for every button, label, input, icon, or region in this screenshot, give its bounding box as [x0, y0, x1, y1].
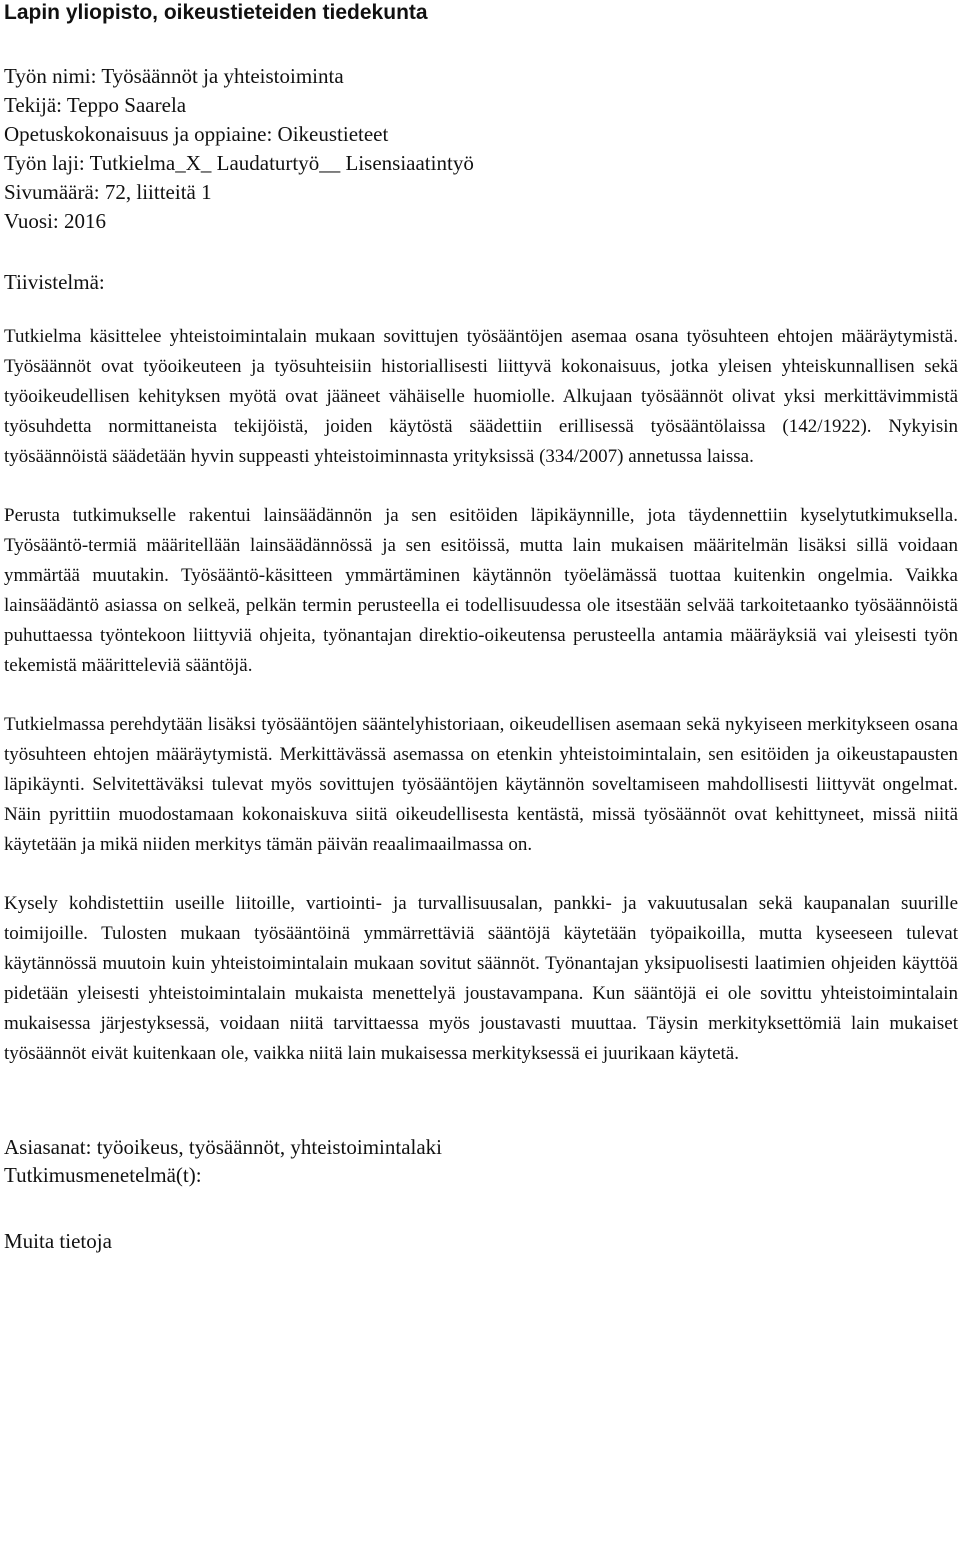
thesis-type-line: Työn laji: Tutkielma_X_ Laudaturtyö__ Lisensiaatintyö	[4, 151, 474, 175]
keywords-line: Asiasanat: työoikeus, työsäännöt, yhteistoimintalaki	[4, 1135, 443, 1159]
abstract-paragraph: Tutkielma käsittelee yhteistoimintalain mukaan sovittujen työsääntöjen asemaa osana työsuhteen ehtojen määräytymistä. Työsäännöt ovat työoikeuteen ja työsuhteisiin historiallisesti liittyvä kokonaisuus, jotka yleisen yhteiskunnallisen sekä työoikeudellisen kehityksen myötä ovat jääneet vähäiselle huomiolle. Alkujaan työsäännöt olivat yksi merkittävimmistä työsuhdetta normittaneista tekijöistä, joiden käytöstä säädettiin erillisessä työsääntölaissa (142/1922). Nykyisin työsäännöistä säädetään hyvin suppeasti yhteistoiminnasta yrityksissä (334/2007) annetussa laissa.	[4, 326, 958, 467]
abstract-paragraph: Tutkielmassa perehdytään lisäksi työsääntöjen sääntelyhistoriaan, oikeudellisen asemaan sekä nykyiseen merkitykseen osana työsuhteen ehtojen määräytymistä. Merkittävässä asemassa on etenkin yhteistoimintalain, sen esitöiden ja oikeustapausten läpikäynti. Selvitettäväksi tulevat myös sovittujen työsääntöjen käytännön soveltamiseen mahdollisesti liittyvät ongelmat. Näin pyrittiin muodostamaan kokonaiskuva siitä oikeudellisesta kentästä, missä työsäännöt ovat kehittyneet, missä niitä käytetään ja mikä niiden merkitys tämän päivän reaalimaailmassa on.	[4, 714, 958, 855]
institution-heading: Lapin yliopisto, oikeustieteiden tiedekunta	[4, 1, 428, 24]
document-page	[4, 0, 958, 1255]
methods-line: Tutkimusmenetelmä(t):	[4, 1163, 202, 1187]
page-count-line: Sivumäärä: 72, liitteitä 1	[4, 180, 212, 204]
abstract-label: Tiivistelmä:	[4, 270, 105, 294]
subject-line: Opetuskokonaisuus ja oppiaine: Oikeustieteet	[4, 122, 389, 146]
abstract-paragraph: Perusta tutkimukselle rakentui lainsäädännön ja sen esitöiden läpikäynnille, jota täydennettiin kyselytutkimuksella. Työsääntö-termiä määritellään lainsäädännössä ja sen esitöissä, mutta lain mukaisen määritelmän lisäksi sillä voidaan ymmärtää muutakin. Työsääntö-käsitteen ymmärtäminen käytännön työelämässä tuottaa kuitenkin ongelmia. Vaikka lainsäädäntö asiassa on selkeä, pelkän termin perusteella ei todellisuudessa ole itsestään selvää tarkoitetaanko työsäännöistä puhuttaessa työntekoon liittyviä ohjeita, työnantajan direktio-oikeutensa perusteella antamia määräyksiä vai yleisesti työn tekemistä määritteleviä sääntöjä.	[4, 505, 958, 676]
author-line: Tekijä: Teppo Saarela	[4, 93, 187, 117]
abstract-body	[4, 322, 958, 1069]
year-line: Vuosi: 2016	[4, 209, 106, 233]
abstract-paragraph: Kysely kohdistettiin useille liitoille, vartiointi- ja turvallisuusalan, pankki- ja vakuutusalan sekä kaupanalan suurille toimijoille. Tulosten mukaan työsääntöinä ymmärrettäviä sääntöjä käytetään työpaikoilla, mutta kyseeseen tulevat käytännössä muutoin kuin yhteistoimintalain mukaan sovitut säännöt. Työnantajan yksipuolisesti laatimien ohjeiden käyttöä pidetään yleisesti yhteistoimintalain mukaista menettelyä joustavampana. Kun sääntöjä ei ole sovittu yhteistoimintalain mukaisessa järjestyksessä, voidaan niitä tarvittaessa myös joustavasti muuttaa. Täysin merkityksettömiä lain mukaiset työsäännöt eivät kuitenkaan ole, vaikka niitä lain mukaisessa merkityksessä ei juurikaan käytetä.	[4, 893, 958, 1064]
other-info-line: Muita tietoja	[4, 1229, 112, 1253]
footer-block	[4, 1133, 958, 1189]
thesis-title-line: Työn nimi: Työsäännöt ja yhteistoiminta	[4, 64, 344, 88]
thesis-metadata	[4, 62, 958, 236]
